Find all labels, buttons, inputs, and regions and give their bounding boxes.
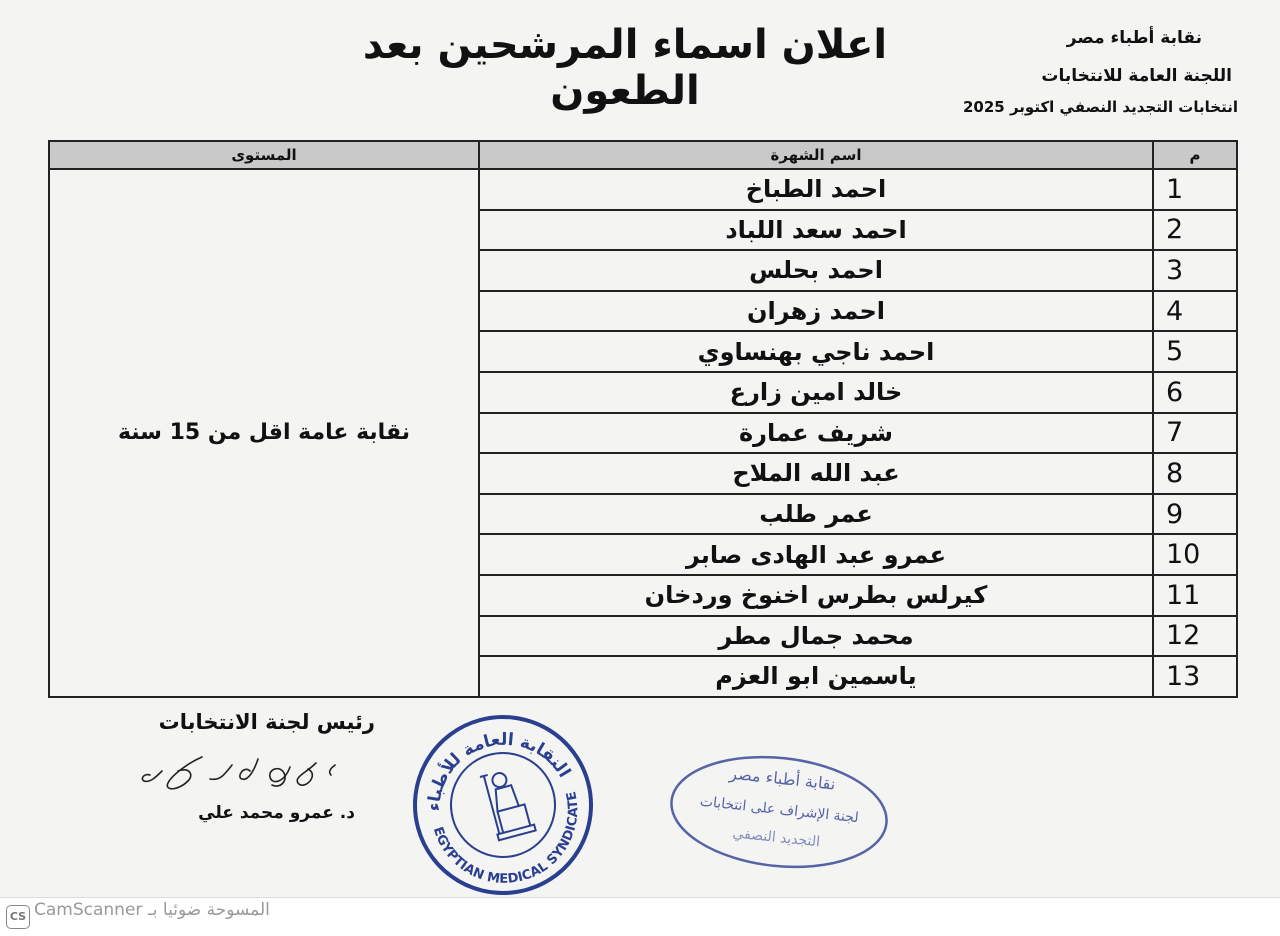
row-number: 1: [1153, 169, 1237, 210]
signatory-name: د. عمرو محمد علي: [198, 803, 355, 823]
camscanner-logo: CS: [6, 905, 30, 929]
row-number: 10: [1153, 534, 1237, 575]
syndicate-round-seal: [408, 710, 598, 900]
candidate-name: شريف عمارة: [479, 413, 1153, 454]
candidate-name: عبد الله الملاح: [479, 453, 1153, 494]
candidate-name: احمد ناجي بهنساوي: [479, 331, 1153, 372]
row-number: 7: [1153, 413, 1237, 454]
candidates-table: [48, 140, 1238, 698]
camscanner-watermark-text: CamScanner المسوحة ضوئيا بـ: [34, 900, 270, 920]
col-header-number: م: [1153, 141, 1237, 169]
candidate-name: احمد سعد اللباد: [479, 210, 1153, 251]
col-header-name: اسم الشهرة: [479, 141, 1153, 169]
row-number: 13: [1153, 656, 1237, 697]
row-number: 11: [1153, 575, 1237, 616]
election-name: انتخابات التجديد النصفي اكتوبر 2025: [963, 98, 1238, 116]
level-value: نقابة عامة اقل من 15 سنة: [49, 169, 479, 697]
page-title: اعلان اسماء المرشحين بعد الطعون: [362, 22, 888, 114]
oval-seal-line-1: نقابة أطباء مصر: [728, 763, 837, 794]
election-committee-oval-seal: [664, 752, 894, 872]
signature-title: رئيس لجنة الانتخابات: [158, 710, 375, 734]
row-number: 12: [1153, 616, 1237, 657]
row-number: 2: [1153, 210, 1237, 251]
row-number: 6: [1153, 372, 1237, 413]
committee-name: اللجنة العامة للانتخابات: [1041, 66, 1232, 86]
svg-text:النقابة العامة للأطباء: [409, 712, 576, 816]
candidate-name: احمد زهران: [479, 291, 1153, 332]
col-header-level: المستوى: [49, 141, 479, 169]
candidate-name: محمد جمال مطر: [479, 616, 1153, 657]
seal-text-arabic: النقابة العامة للأطباء: [424, 729, 575, 812]
candidate-name: عمر طلب: [479, 494, 1153, 535]
seal-text-english: EGYPTIAN MEDICAL SYNDICATE: [429, 789, 582, 887]
org-name: نقابة أطباء مصر: [1066, 28, 1202, 48]
candidate-name: كيرلس بطرس اخنوخ وردخان: [479, 575, 1153, 616]
oval-seal-line-2: لجنة الإشراف على انتخابات: [699, 793, 860, 827]
handwritten-signature: [140, 745, 350, 800]
candidate-name: احمد بحلس: [479, 250, 1153, 291]
svg-text:EGYPTIAN MEDICAL SYNDICATE: [430, 789, 598, 900]
candidate-name: احمد الطباخ: [479, 169, 1153, 210]
seated-figure-icon: [480, 767, 536, 841]
oval-seal-line-3: التجديد النصفي: [731, 825, 821, 851]
row-number: 9: [1153, 494, 1237, 535]
row-number: 3: [1153, 250, 1237, 291]
candidate-name: عمرو عبد الهادى صابر: [479, 534, 1153, 575]
candidate-name: خالد امين زارع: [479, 372, 1153, 413]
row-number: 4: [1153, 291, 1237, 332]
table-row: [49, 169, 1237, 210]
candidate-name: ياسمين ابو العزم: [479, 656, 1153, 697]
row-number: 8: [1153, 453, 1237, 494]
row-number: 5: [1153, 331, 1237, 372]
table-header-row: [49, 141, 1237, 169]
